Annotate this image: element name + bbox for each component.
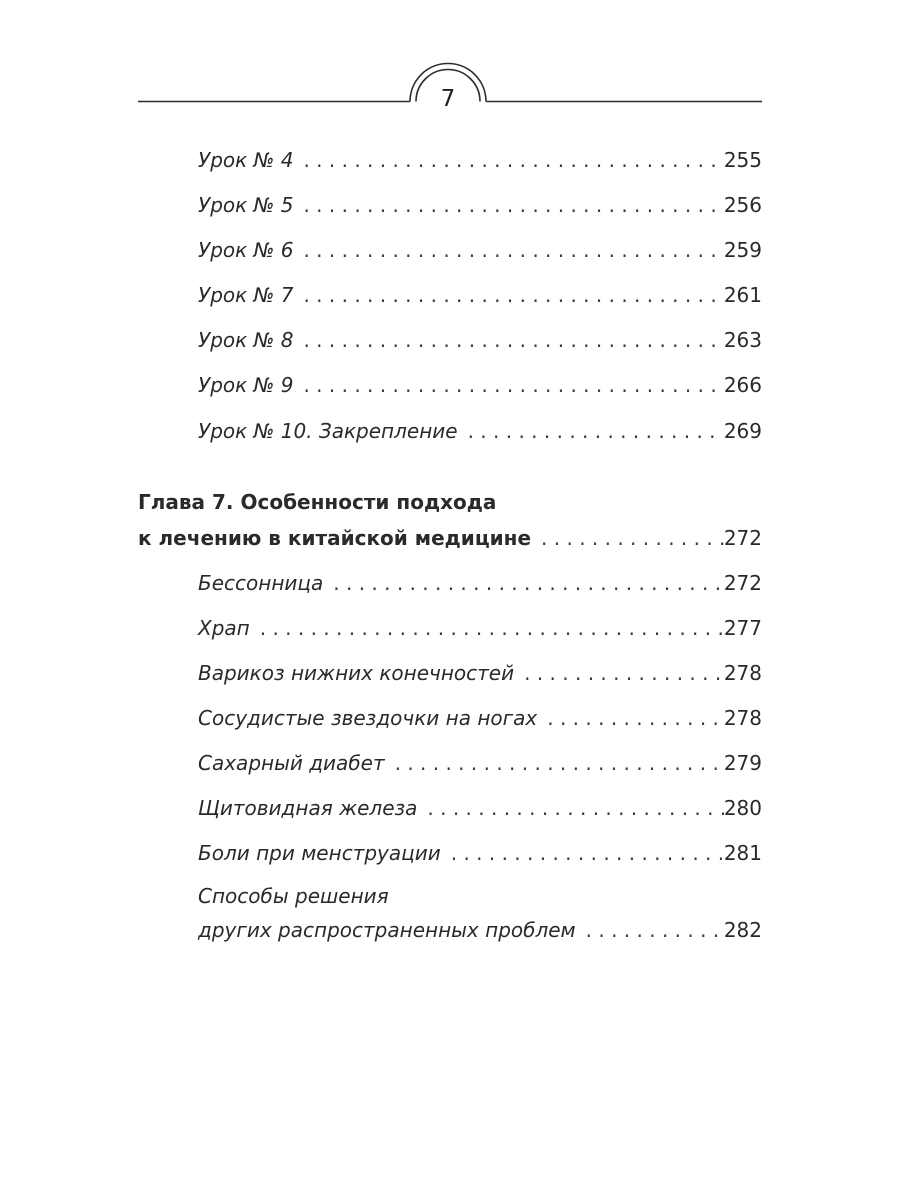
toc-entry-page: 282	[723, 918, 762, 942]
toc-entry-page: 278	[723, 661, 762, 685]
toc-entry-title: Сосудистые звездочки на ногах	[198, 706, 538, 730]
toc-entry-lesson-4	[198, 145, 762, 175]
toc-entry-title: Урок № 9	[198, 373, 294, 397]
toc-entry-title: Урок № 10. Закрепление	[198, 419, 458, 443]
dot-leader	[576, 915, 724, 945]
toc-entry-title: Бессонница	[198, 571, 324, 595]
toc-entry-snoring	[198, 613, 762, 643]
toc-entry-page: 279	[723, 751, 762, 775]
toc-entry-page: 280	[723, 796, 762, 820]
toc-entry-title: Урок № 4	[198, 148, 294, 172]
dot-leader	[293, 190, 723, 220]
toc-entry-diabetes	[198, 748, 762, 778]
toc-entry-page: 272	[723, 571, 762, 595]
last-section-title-line-1: Способы решения	[198, 884, 389, 908]
toc-entry-lesson-5	[198, 190, 762, 220]
toc-entry-title: Храп	[198, 616, 250, 640]
toc-entry-varicose	[198, 658, 762, 688]
toc-entry-title: Варикоз нижних конечностей	[198, 661, 515, 685]
toc-entry-title: Урок № 7	[198, 283, 294, 307]
toc-entry-chapter-7	[138, 523, 762, 553]
toc-entry-page: 281	[723, 841, 762, 865]
dot-leader	[441, 838, 724, 868]
chapter-7-title-line-1: Глава 7. Особенности подхода	[138, 490, 497, 514]
toc-entry-page: 266	[723, 373, 762, 397]
dot-leader	[385, 748, 724, 778]
dot-leader	[531, 523, 724, 553]
toc-entry-other-problems	[198, 915, 762, 945]
toc-entry-title: Сахарный диабет	[198, 751, 385, 775]
toc-entry-lesson-6	[198, 235, 762, 265]
dot-leader	[293, 370, 723, 400]
toc-entry-page: 263	[723, 328, 762, 352]
dot-leader	[293, 235, 723, 265]
chapter-7-title-line-2: к лечению в китайской медицине	[138, 526, 532, 550]
toc-entry-spider-veins	[198, 703, 762, 733]
last-section-title-line-2: других распространенных проблем	[198, 918, 576, 942]
dot-leader	[293, 325, 723, 355]
toc-entry-title: Урок № 6	[198, 238, 294, 262]
toc-entry-page: 259	[723, 238, 762, 262]
toc-entry-page: 261	[723, 283, 762, 307]
toc-entry-title: Щитовидная железа	[198, 796, 418, 820]
toc-entry-page: 269	[723, 419, 762, 443]
toc-entry-lesson-7	[198, 280, 762, 310]
dot-leader	[293, 145, 723, 175]
dot-leader	[323, 568, 724, 598]
toc-entry-title: Урок № 8	[198, 328, 294, 352]
dot-leader	[458, 416, 724, 446]
toc-entry-lesson-8	[198, 325, 762, 355]
toc-entry-page: 277	[723, 616, 762, 640]
dot-leader	[250, 613, 724, 643]
toc-entry-insomnia	[198, 568, 762, 598]
toc-entry-page: 272	[723, 526, 762, 550]
toc-entry-page: 255	[723, 148, 762, 172]
toc-entry-thyroid	[198, 793, 762, 823]
dot-leader	[293, 280, 723, 310]
dot-leader	[417, 793, 723, 823]
page-number: 7	[440, 86, 456, 112]
toc-entry-title: Урок № 5	[198, 193, 294, 217]
toc-entry-lesson-9	[198, 370, 762, 400]
dot-leader	[537, 703, 724, 733]
dot-leader	[514, 658, 724, 688]
toc-entry-page: 256	[723, 193, 762, 217]
toc-entry-page: 278	[723, 706, 762, 730]
toc-entry-menstrual-pain	[198, 838, 762, 868]
toc-entry-title: Боли при менструации	[198, 841, 441, 865]
toc-entry-lesson-10	[198, 416, 762, 446]
